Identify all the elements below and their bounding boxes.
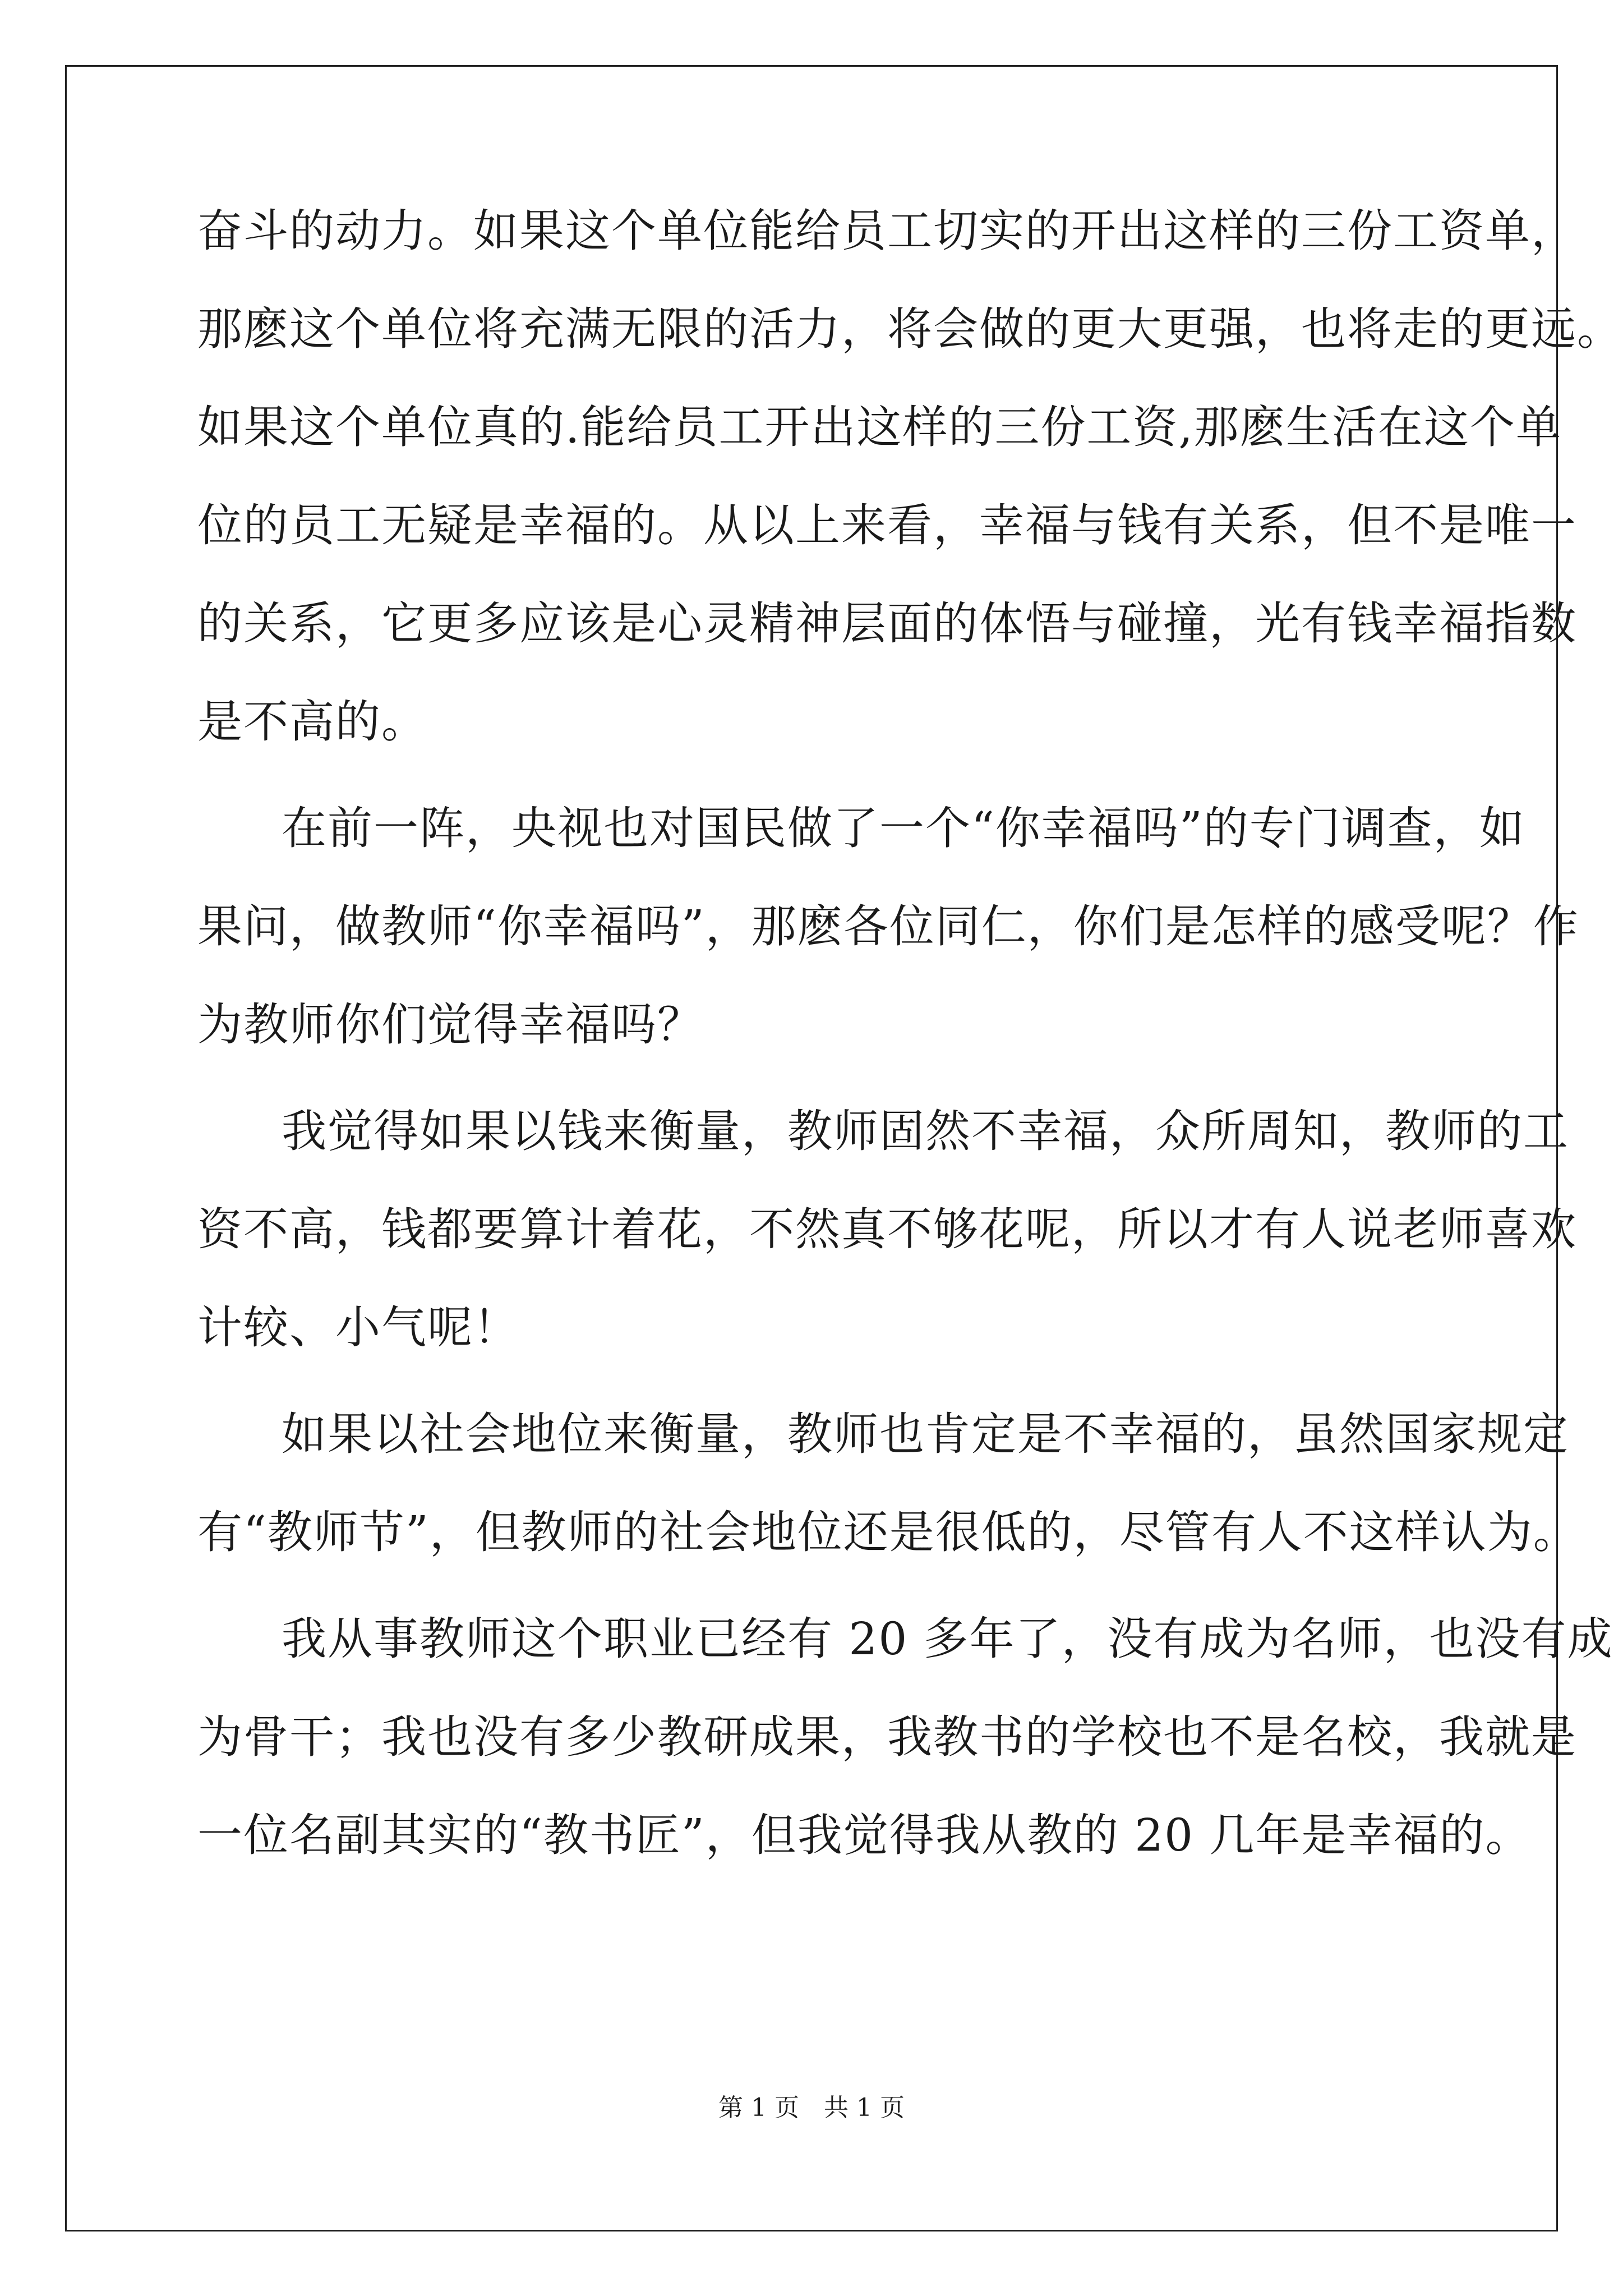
text-line: 计较、小气呢！ <box>197 1301 519 1354</box>
text-line: 那麽这个单位将充满无限的活力，将会做的更大更强，也将走的更远。 <box>197 303 1623 355</box>
text-line: 奋斗的动力。如果这个单位能给员工切实的开出这样的三份工资单， <box>197 205 1577 257</box>
text-line: 位的员工无疑是幸福的。从以上来看，幸福与钱有关系，但不是唯一 <box>197 499 1577 551</box>
text-line: 为教师你们觉得幸福吗？ <box>197 999 703 1051</box>
text-line: 在前一阵，央视也对国民做了一个“你幸福吗”的专门调查，如 <box>282 802 1525 854</box>
text-line: 我觉得如果以钱来衡量，教师固然不幸福，众所周知，教师的工 <box>282 1105 1569 1157</box>
text-line: 有“教师节”，但教师的社会地位还是很低的，尽管有人不这样认为。 <box>197 1506 1579 1558</box>
text-line: 如果这个单位真的.能给员工开出这样的三份工资,那麽生活在这个单 <box>197 401 1562 453</box>
text-line: 如果以社会地位来衡量，教师也肯定是不幸福的，虽然国家规定 <box>282 1408 1569 1460</box>
page-number-footer: 第 1 页 共 1 页 <box>718 2093 905 2122</box>
text-line: 为骨干；我也没有多少教研成果，我教书的学校也不是名校，我就是 <box>197 1711 1577 1763</box>
text-line: 是不高的。 <box>197 696 427 748</box>
text-line: 资不高，钱都要算计着花，不然真不够花呢，所以才有人说老师喜欢 <box>197 1203 1577 1255</box>
text-line: 我从事教师这个职业已经有 20 多年了，没有成为名师，也没有成 <box>282 1613 1613 1665</box>
text-line: 的关系，它更多应该是心灵精神层面的体悟与碰撞，光有钱幸福指数 <box>197 597 1577 650</box>
text-line: 果问，做教师“你幸福吗”，那麽各位同仁，你们是怎样的感受呢？作 <box>197 900 1579 953</box>
text-line: 一位名副其实的“教书匠”，但我觉得我从教的 20 几年是幸福的。 <box>197 1809 1532 1861</box>
